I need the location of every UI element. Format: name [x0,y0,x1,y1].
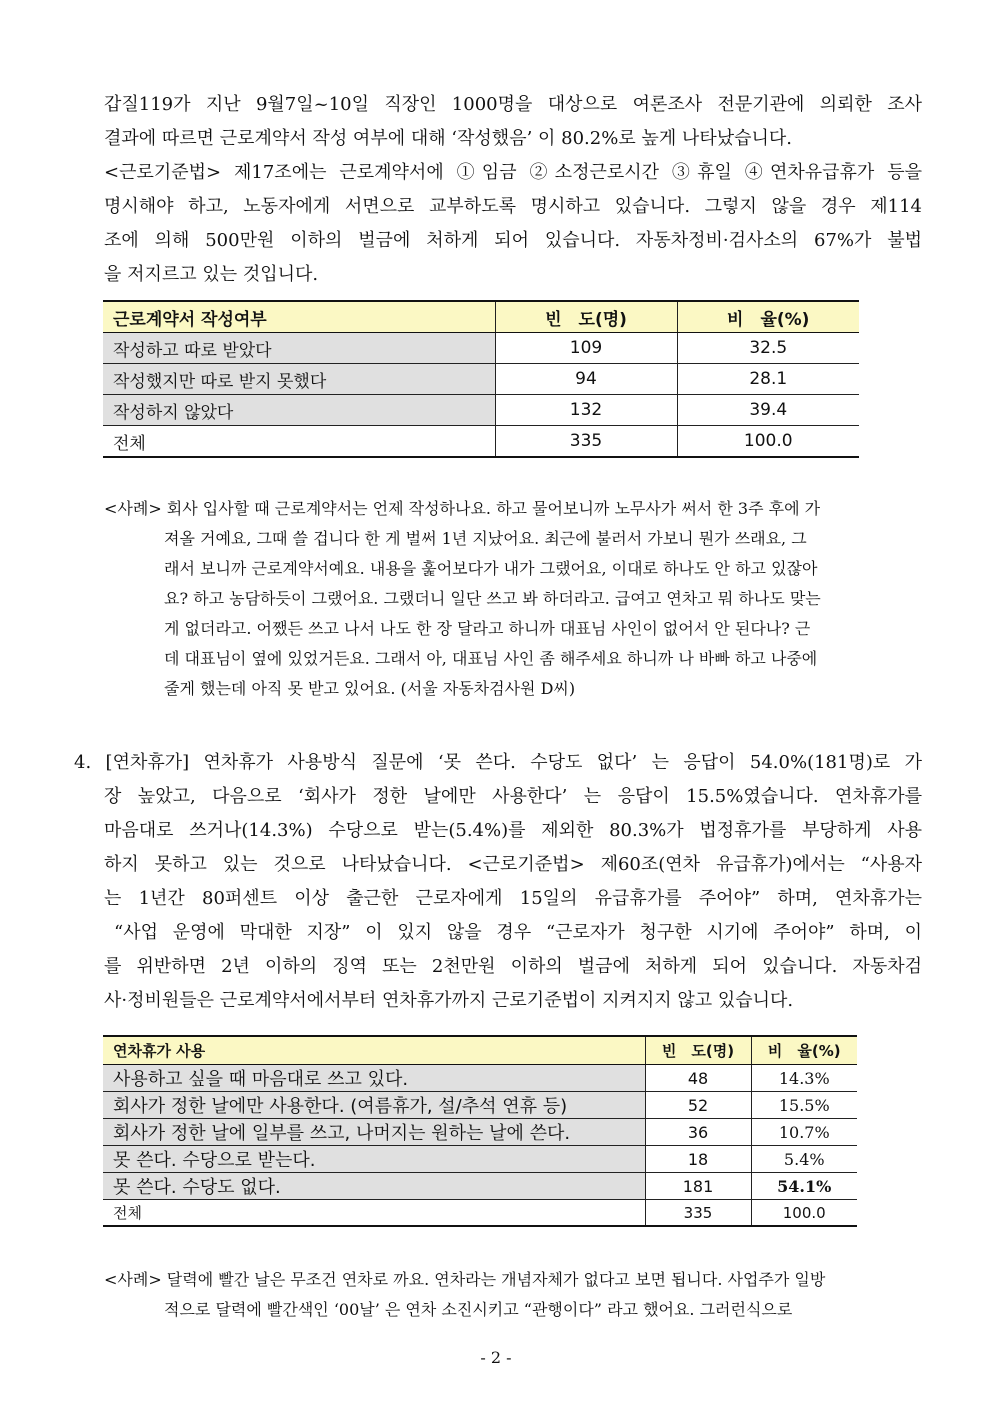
row-ratio: 15.5% [751,1092,857,1119]
row-count: 109 [495,333,677,364]
section-line: 하지 못하고 있는 것으로 나타났습니다. <근로기준법> 제60조(연차 유급휴가)에서는 “사용자 [104,854,922,875]
row-count: 18 [645,1146,751,1173]
row-count: 94 [495,364,677,395]
row-label: 작성했지만 따로 받지 못했다 [103,364,495,395]
case-line: <사례> 회사 입사할 때 근로계약서는 언제 작성하나요. 하고 물어보니까 노무사가 써서 한 3주 후에 가 [104,499,821,518]
row-label: 회사가 정한 날에만 사용한다. (여름휴가, 설/추석 연휴 등) [103,1092,645,1119]
row-ratio: 39.4 [677,395,859,426]
table-row [103,364,859,395]
row-ratio: 100.0 [751,1200,857,1227]
row-label: 회사가 정한 날에 일부를 쓰고, 나머지는 원하는 날에 쓴다. [103,1119,645,1146]
row-label: 못 쓴다. 수당도 없다. [103,1173,645,1200]
intro-line: 결과에 따르면 근로계약서 작성 여부에 대해 ‘작성했음’ 이 80.2%로 높게 나타났습니다. [104,128,792,149]
table-total-row [103,426,859,458]
annual-leave-table [103,1035,857,1227]
case-line: 적으로 달력에 빨간색인 ‘00날’ 은 연차 소진시키고 “관행이다” 라고 했어요. 그러런식으로 [164,1300,793,1319]
row-ratio: 28.1 [677,364,859,395]
page-number: - 2 - [480,1348,512,1367]
section-line: 는 1년간 80퍼센트 이상 출근한 근로자에게 15일의 유급휴가를 주어야” 하며, 연차휴가는 [104,888,922,909]
case-line: 게 없더라고. 어쨌든 쓰고 나서 나도 한 장 달라고 하니까 대표님 사인이 없어서 안 된다나? 근 [164,619,811,638]
table-row [103,1119,857,1146]
section-line: “사업 운영에 막대한 지장” 이 있지 않을 경우 “근로자가 청구한 시기에 주어야” 하며, 이 [114,922,922,943]
table-total-row [103,1200,857,1227]
intro-line: 을 저지르고 있는 것입니다. [104,264,319,285]
row-count: 335 [495,426,677,458]
contract-table [103,300,859,458]
header-cell: 비 율(%) [751,1036,857,1065]
row-ratio: 32.5 [677,333,859,364]
row-ratio: 10.7% [751,1119,857,1146]
intro-line: 갑질119가 지난 9월7일~10일 직장인 1000명을 대상으로 여론조사 전문기관에 의뢰한 조사 [104,94,922,115]
section-line: 장 높았고, 다음으로 ‘회사가 정한 날에만 사용한다’ 는 응답이 15.5%였습니다. 연차휴가를 [104,786,922,807]
table-header-row [103,1036,857,1065]
row-ratio: 5.4% [751,1146,857,1173]
intro-line: 조에 의해 500만원 이하의 벌금에 처하게 되어 있습니다. 자동차정비·검사소의 67%가 불법 [104,230,922,251]
case-line: 요? 하고 농담하듯이 그랬어요. 그랬더니 일단 쓰고 봐 하더라고. 급여고 연차고 뭐 하나도 맞는 [164,589,821,608]
table-row [103,1065,857,1092]
header-cell: 빈 도(명) [495,301,677,333]
row-count: 48 [645,1065,751,1092]
row-count: 335 [645,1200,751,1227]
header-cell: 근로계약서 작성여부 [103,301,495,333]
section-line: 를 위반하면 2년 이하의 징역 또는 2천만원 이하의 벌금에 처하게 되어 있습니다. 자동차검 [104,956,922,977]
row-label: 사용하고 싶을 때 마음대로 쓰고 있다. [103,1065,645,1092]
row-ratio: 54.1% [751,1173,857,1200]
table-row [103,333,859,364]
section-line: 마음대로 쓰거나(14.3%) 수당으로 받는(5.4%)를 제외한 80.3%가 법정휴가를 부당하게 사용 [104,820,922,841]
table-header-row [103,301,859,333]
case-line: <사례> 달력에 빨간 날은 무조건 연차로 까요. 연차라는 개념자체가 없다고 보면 됩니다. 사업주가 일방 [104,1270,826,1289]
header-cell: 빈 도(명) [645,1036,751,1065]
row-count: 132 [495,395,677,426]
section-line: 사·정비원들은 근로계약서에서부터 연차휴가까지 근로기준법이 지켜지지 않고 있습니다. [104,990,794,1011]
row-count: 36 [645,1119,751,1146]
row-label: 못 쓴다. 수당으로 받는다. [103,1146,645,1173]
case-line: 래서 보니까 근로계약서예요. 내용을 훑어보다가 내가 그랬어요, 이대로 하나도 안 하고 있잖아 [164,559,818,578]
row-count: 181 [645,1173,751,1200]
intro-line: <근로기준법> 제17조에는 근로계약서에 ①임금 ②소정근로시간 ③휴일 ④연차유급휴가 등을 [104,162,922,183]
header-cell: 비 율(%) [677,301,859,333]
table-row [103,1173,857,1200]
row-label: 작성하지 않았다 [103,395,495,426]
section-line: 4. [연차휴가] 연차휴가 사용방식 질문에 ‘못 쓴다. 수당도 없다’ 는 응답이 54.0%(181명)로 가 [74,752,922,773]
table-row [103,1146,857,1173]
row-ratio: 100.0 [677,426,859,458]
case-line: 져올 거예요, 그때 쓸 겁니다 한 게 벌써 1년 지났어요. 최근에 불러서 가보니 뭔가 쓰래요, 그 [164,529,807,548]
table-row [103,1092,857,1119]
row-ratio: 14.3% [751,1065,857,1092]
row-label: 전체 [103,1200,645,1227]
row-count: 52 [645,1092,751,1119]
intro-line: 명시해야 하고, 노동자에게 서면으로 교부하도록 명시하고 있습니다. 그렇지 않을 경우 제114 [104,196,922,217]
case-line: 줄게 했는데 아직 못 받고 있어요. (서울 자동차검사원 D씨) [164,679,576,698]
table-row [103,395,859,426]
row-label: 전체 [103,426,495,458]
header-cell: 연차휴가 사용 [103,1036,645,1065]
case-line: 데 대표님이 옆에 있었거든요. 그래서 아, 대표님 사인 좀 해주세요 하니까 나 바빠 하고 나중에 [164,649,818,668]
row-label: 작성하고 따로 받았다 [103,333,495,364]
